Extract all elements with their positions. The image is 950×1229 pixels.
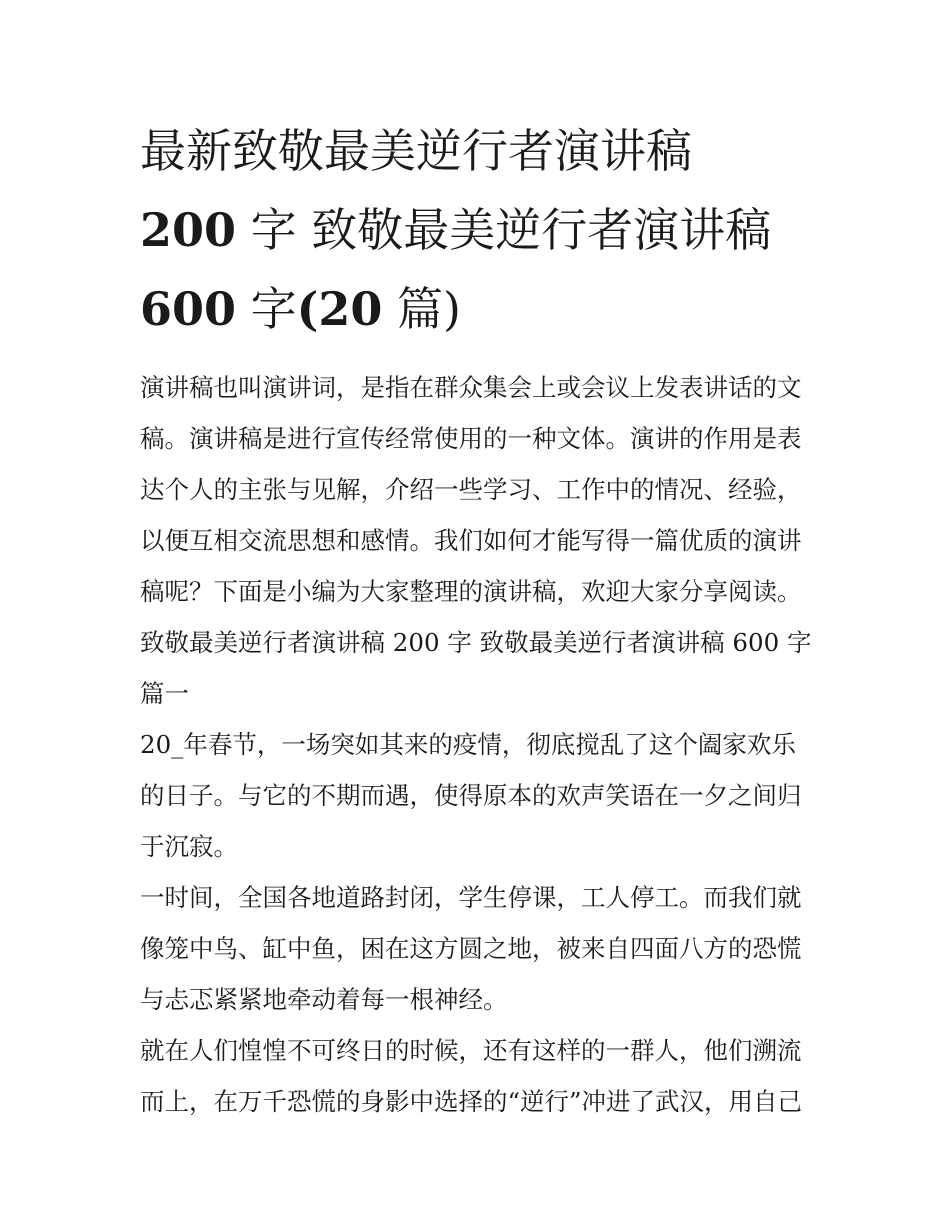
- title-line-3-tail: 篇): [382, 282, 462, 336]
- document-page: [140, 112, 820, 1127]
- intro-paragraph: 演讲稿也叫演讲词，是指在群众集会上或会议上发表讲话的文稿。演讲稿是进行宣传经常使用的一种文体。演讲的作用是表达个人的主张与见解，介绍一些学习、工作中的情况、经验，以便互相交流思想和感情。我们如何才能写得一篇优质的演讲稿呢？下面是小编为大家整理的演讲稿，欢迎大家分享阅读。: [140, 373, 802, 606]
- title-line-3-number: 600: [140, 282, 237, 336]
- title-line-3-count: (20: [296, 282, 383, 336]
- title-line-2-text: 字 致敬最美逆行者演讲稿: [236, 203, 772, 257]
- document-body: [140, 362, 820, 1127]
- document-title: [140, 112, 820, 349]
- body-paragraph: 就在人们惶惶不可终日的时候，还有这样的一群人，他们溯流而上，在万千恐慌的身影中选择的“逆行”冲进了武汉，用自己: [140, 1036, 803, 1116]
- title-line-1: 最新致敬最美逆行者演讲稿: [140, 124, 692, 178]
- title-line-2-number: 200: [140, 203, 237, 257]
- body-paragraph: 一时间，全国各地道路封闭，学生停课，工人停工。而我们就像笼中鸟、缸中鱼，困在这方圆之地，被来自四面八方的恐慌与忐忑紧紧地牵动着每一根神经。: [140, 883, 802, 1014]
- body-paragraph: 20_年春节，一场突如其来的疫情，彻底搅乱了这个阖家欢乐的日子。与它的不期而遇，使得原本的欢声笑语在一夕之间归于沉寂。: [140, 730, 802, 861]
- title-line-3-text: 字: [236, 282, 297, 336]
- section-heading: 致敬最美逆行者演讲稿 200 字 致敬最美逆行者演讲稿 600 字篇一: [140, 628, 812, 708]
